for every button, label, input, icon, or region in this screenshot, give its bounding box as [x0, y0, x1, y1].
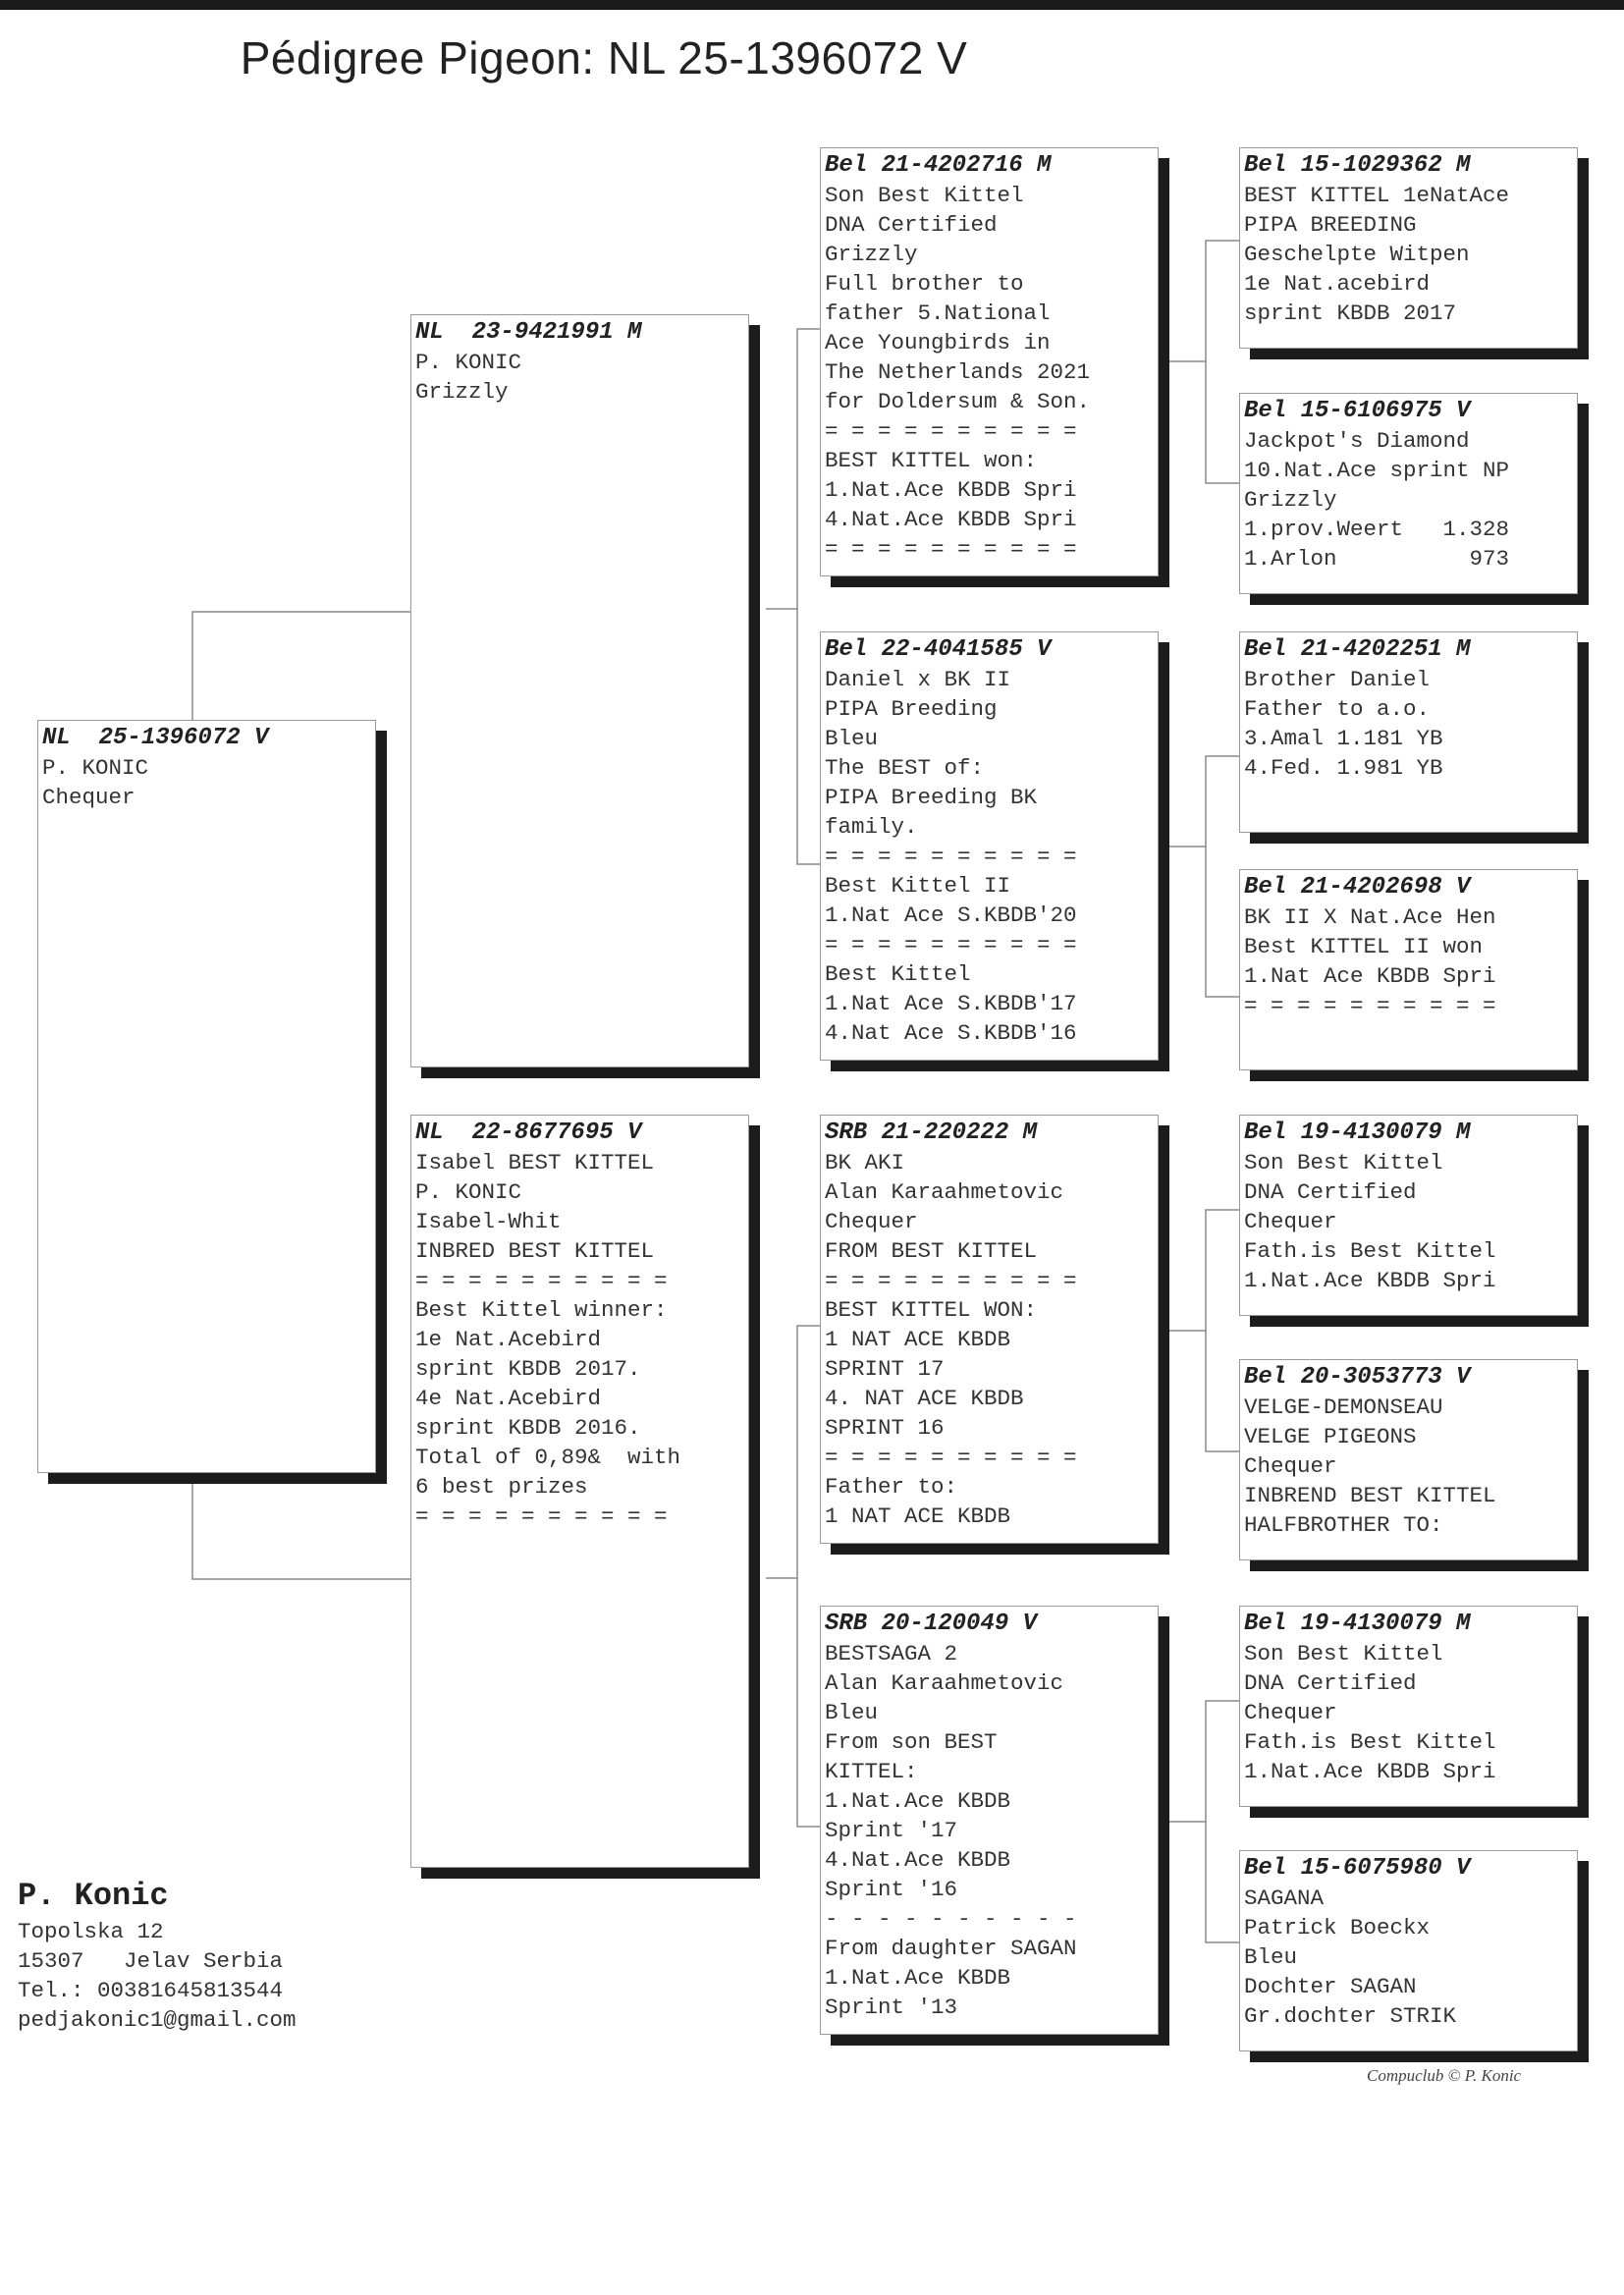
info-line: Best Kittel	[825, 961, 971, 987]
breeder-email: pedjakonic1@gmail.com	[18, 2007, 297, 2033]
info-line: P. KONIC	[415, 1179, 522, 1205]
info-line: Sprint '17	[825, 1818, 958, 1843]
info-line: = = = = = = = = = =	[825, 932, 1077, 957]
info-line: Bleu	[825, 1700, 879, 1725]
info-line: = = = = = = = = = =	[1244, 993, 1496, 1018]
ring-number: Bel 15-6075980 V	[1244, 1855, 1471, 1882]
info-line: Isabel-Whit	[415, 1209, 562, 1234]
info-line: = = = = = = = = = =	[825, 536, 1077, 562]
info-line: 1.Nat.Ace KBDB	[825, 1965, 1011, 1991]
ring-number: Bel 15-1029362 M	[1244, 152, 1471, 179]
info-line: 1.Nat.Ace KBDB Spri	[825, 477, 1077, 503]
info-line: Chequer	[1244, 1209, 1337, 1234]
info-line: Chequer	[825, 1209, 918, 1234]
sire-sire-sire-card	[1239, 147, 1578, 349]
info-line: = = = = = = = = = =	[825, 1445, 1077, 1470]
info-line: BESTSAGA 2	[825, 1641, 958, 1667]
info-line: Full brother to	[825, 271, 1024, 297]
info-line: Patrick Boeckx	[1244, 1915, 1431, 1940]
info-line: 4.Nat.Ace KBDB Spri	[825, 507, 1077, 532]
info-line: SPRINT 16	[825, 1415, 945, 1441]
info-line: sprint KBDB 2016.	[415, 1415, 641, 1441]
info-line: 1e Nat.Acebird	[415, 1327, 602, 1352]
info-line: Son Best Kittel	[1244, 1641, 1443, 1667]
info-line: Fath.is Best Kittel	[1244, 1729, 1496, 1755]
breeder-name: P. Konic	[18, 1878, 169, 1914]
info-line: Alan Karaahmetovic	[825, 1670, 1064, 1696]
info-line: VELGE-DEMONSEAU	[1244, 1394, 1443, 1420]
info-line: Daniel x BK II	[825, 667, 1011, 692]
info-line: sprint KBDB 2017.	[415, 1356, 641, 1382]
ring-number: SRB 20-120049 V	[825, 1611, 1038, 1637]
info-line: KITTEL:	[825, 1759, 918, 1784]
info-line: Grizzly	[825, 242, 918, 267]
info-line: DNA Certified	[1244, 1179, 1417, 1205]
ring-number: NL 22-8677695 V	[415, 1120, 642, 1146]
info-line: 1.Nat.Ace KBDB	[825, 1788, 1011, 1814]
info-line: Isabel BEST KITTEL	[415, 1150, 655, 1175]
ring-number: NL 25-1396072 V	[42, 725, 269, 751]
sire-sire-card	[820, 147, 1159, 576]
info-line: Grizzly	[1244, 487, 1337, 513]
info-line: PIPA BREEDING	[1244, 212, 1417, 238]
info-line: 1.Nat Ace KBDB Spri	[1244, 963, 1496, 989]
info-line: Dochter SAGAN	[1244, 1974, 1417, 1999]
info-line: family.	[825, 814, 918, 840]
info-line: = = = = = = = = = =	[415, 1503, 668, 1529]
dam-sire-dam-card	[1239, 1359, 1578, 1560]
info-line: 4.Nat.Ace KBDB	[825, 1847, 1011, 1873]
info-line: - - - - - - - - - -	[825, 1906, 1077, 1932]
info-line: Ace Youngbirds in	[825, 330, 1051, 355]
info-line: 1e Nat.acebird	[1244, 271, 1431, 297]
info-line: FROM BEST KITTEL	[825, 1238, 1038, 1264]
ring-number: NL 23-9421991 M	[415, 319, 642, 346]
ring-number: Bel 20-3053773 V	[1244, 1364, 1471, 1391]
info-line: 3.Amal 1.181 YB	[1244, 726, 1443, 751]
sire-dam-card	[820, 631, 1159, 1061]
info-line: 1.Nat.Ace KBDB Spri	[1244, 1268, 1496, 1293]
info-line: BK AKI	[825, 1150, 905, 1175]
info-line: BK II X Nat.Ace Hen	[1244, 904, 1496, 930]
info-line: SAGANA	[1244, 1885, 1325, 1911]
sire-sire-dam-card	[1239, 393, 1578, 594]
breeder-address: Topolska 12	[18, 1919, 164, 1944]
info-line: Son Best Kittel	[1244, 1150, 1443, 1175]
info-line: Son Best Kittel	[825, 183, 1024, 208]
info-line: Chequer	[1244, 1453, 1337, 1479]
sire-dam-dam-card	[1239, 869, 1578, 1070]
info-line: Bleu	[825, 726, 879, 751]
info-line: BEST KITTEL won:	[825, 448, 1038, 473]
breeder-city: 15307 Jelav Serbia	[18, 1948, 284, 1974]
sire-card	[410, 314, 749, 1067]
info-line: DNA Certified	[825, 212, 998, 238]
info-line: 1 NAT ACE KBDB	[825, 1327, 1011, 1352]
info-line: Father to:	[825, 1474, 958, 1500]
info-line: Best Kittel winner:	[415, 1297, 668, 1323]
info-line: Fath.is Best Kittel	[1244, 1238, 1496, 1264]
info-line: 6 best prizes	[415, 1474, 588, 1500]
info-line: 1.Arlon 973	[1244, 546, 1510, 572]
info-line: for Doldersum & Son.	[825, 389, 1091, 414]
info-line: INBREND BEST KITTEL	[1244, 1483, 1496, 1508]
ring-number: Bel 21-4202251 M	[1244, 636, 1471, 663]
info-line: Best Kittel II	[825, 873, 1011, 899]
dam-sire-sire-card	[1239, 1115, 1578, 1316]
info-line: P. KONIC	[415, 350, 522, 375]
info-line: Father to a.o.	[1244, 696, 1431, 722]
info-line: 4. NAT ACE KBDB	[825, 1386, 1024, 1411]
info-line: Chequer	[1244, 1700, 1337, 1725]
info-line: BEST KITTEL 1eNatAce	[1244, 183, 1510, 208]
info-line: INBRED BEST KITTEL	[415, 1238, 655, 1264]
info-line: 1.prov.Weert 1.328	[1244, 517, 1510, 542]
info-line: = = = = = = = = = =	[825, 844, 1077, 869]
ring-number: Bel 15-6106975 V	[1244, 398, 1471, 424]
info-line: 1.Nat Ace S.KBDB'17	[825, 991, 1077, 1016]
info-line: Geschelpte Witpen	[1244, 242, 1470, 267]
info-line: SPRINT 17	[825, 1356, 945, 1382]
info-line: = = = = = = = = = =	[825, 1268, 1077, 1293]
info-line: Grizzly	[415, 379, 509, 405]
info-line: Gr.dochter STRIK	[1244, 2003, 1457, 2029]
ring-number: Bel 19-4130079 M	[1244, 1611, 1471, 1637]
ring-number: Bel 21-4202698 V	[1244, 874, 1471, 901]
info-line: From son BEST	[825, 1729, 998, 1755]
info-line: sprint KBDB 2017	[1244, 301, 1457, 326]
info-line: father 5.National	[825, 301, 1051, 326]
info-line: 4e Nat.Acebird	[415, 1386, 602, 1411]
breeder-phone: Tel.: 00381645813544	[18, 1978, 284, 2003]
info-line: From daughter SAGAN	[825, 1936, 1077, 1961]
breeder-contact	[18, 1876, 297, 2035]
dam-dam-card	[820, 1606, 1159, 2035]
info-line: 1.Nat Ace S.KBDB'20	[825, 902, 1077, 928]
info-line: 1 NAT ACE KBDB	[825, 1503, 1011, 1529]
sire-dam-sire-card	[1239, 631, 1578, 833]
info-line: Alan Karaahmetovic	[825, 1179, 1064, 1205]
dam-card	[410, 1115, 749, 1868]
info-line: 4.Nat Ace S.KBDB'16	[825, 1020, 1077, 1046]
info-line: 4.Fed. 1.981 YB	[1244, 755, 1443, 781]
page-title: Pédigree Pigeon: NL 25-1396072 V	[240, 32, 968, 83]
ring-number: SRB 21-220222 M	[825, 1120, 1038, 1146]
info-line: Total of 0,89& with	[415, 1445, 681, 1470]
software-credit: Compuclub © P. Konic	[1367, 2066, 1522, 2085]
info-line: Brother Daniel	[1244, 667, 1431, 692]
dam-dam-dam-card	[1239, 1850, 1578, 2051]
info-line: = = = = = = = = = =	[415, 1268, 668, 1293]
info-line: PIPA Breeding	[825, 696, 998, 722]
root-pigeon-card	[37, 720, 376, 1473]
info-line: Chequer	[42, 785, 135, 810]
info-line: DNA Certified	[1244, 1670, 1417, 1696]
info-line: 10.Nat.Ace sprint NP	[1244, 458, 1510, 483]
info-line: 1.Nat.Ace KBDB Spri	[1244, 1759, 1496, 1784]
info-line: P. KONIC	[42, 755, 149, 781]
ring-number: Bel 22-4041585 V	[825, 636, 1052, 663]
info-line: The Netherlands 2021	[825, 359, 1091, 385]
info-line: = = = = = = = = = =	[825, 418, 1077, 444]
info-line: Sprint '13	[825, 1994, 958, 2020]
ring-number: Bel 21-4202716 M	[825, 152, 1052, 179]
ring-number: Bel 19-4130079 M	[1244, 1120, 1471, 1146]
info-line: Bleu	[1244, 1944, 1298, 1970]
dam-dam-sire-card	[1239, 1606, 1578, 1807]
info-line: Jackpot's Diamond	[1244, 428, 1470, 454]
info-line: BEST KITTEL WON:	[825, 1297, 1038, 1323]
dam-sire-card	[820, 1115, 1159, 1544]
info-line: VELGE PIGEONS	[1244, 1424, 1417, 1449]
info-line: The BEST of:	[825, 755, 985, 781]
info-line: HALFBROTHER TO:	[1244, 1512, 1443, 1538]
info-line: Sprint '16	[825, 1877, 958, 1902]
info-line: PIPA Breeding BK	[825, 785, 1038, 810]
info-line: Best KITTEL II won	[1244, 934, 1484, 959]
